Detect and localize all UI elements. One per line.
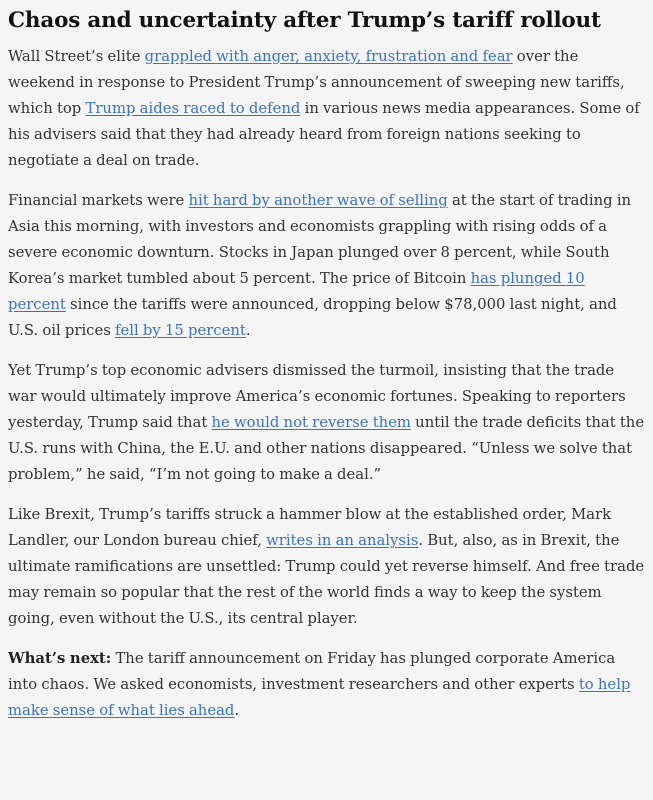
paragraph-2 <box>8 188 645 344</box>
paragraph-text: . <box>245 322 251 339</box>
paragraph-text: . <box>234 702 240 719</box>
inline-link[interactable]: writes in an analysis <box>266 532 419 549</box>
inline-link[interactable]: hit hard by another wave of selling <box>188 192 448 209</box>
section-lead-label: What’s next: <box>8 650 112 667</box>
inline-link[interactable]: Trump aides raced to defend <box>85 100 301 117</box>
paragraph-3 <box>8 358 645 488</box>
paragraph-text: The tariff announcement on Friday has plunged corporate America into chaos. We asked economists, investment researchers and other experts <box>8 650 616 693</box>
paragraph-4 <box>8 502 645 632</box>
paragraph-text: until the trade deficits that the U.S. runs with China, the E.U. and other nations disappeared. “Unless we solve that problem,” he said, “I’m not going to make a deal.” <box>8 414 645 483</box>
inline-link[interactable]: has plunged 10 percent <box>8 270 585 313</box>
paragraph-text: in various news media appearances. Some of his advisers said that they had already heard from foreign nations seeking to negotiate a deal on trade. <box>8 100 640 169</box>
headline: Chaos and uncertainty after Trump’s tariff rollout <box>8 8 601 33</box>
paragraph-text: since the tariffs were announced, dropping below $78,000 last night, and U.S. oil prices <box>8 296 617 339</box>
inline-link[interactable]: fell by 15 percent <box>115 322 246 339</box>
paragraph-1 <box>8 44 645 174</box>
paragraph-text: Wall Street’s elite <box>8 48 145 65</box>
inline-link[interactable]: he would not reverse them <box>211 414 411 431</box>
paragraph-5 <box>8 646 645 724</box>
paragraph-text: over the weekend in response to President Trump’s announcement of sweeping new tariffs, which top <box>8 48 625 117</box>
paragraph-text: Yet Trump’s top economic advisers dismissed the turmoil, insisting that the trade war would ultimately improve America’s economic fortunes. Speaking to reporters yesterday, Trump said that <box>8 362 626 431</box>
paragraph-text: Financial markets were <box>8 192 189 209</box>
article-body <box>8 44 645 724</box>
inline-link[interactable]: grappled with anger, anxiety, frustration and fear <box>144 48 513 65</box>
paragraph-text: . But, also, as in Brexit, the ultimate ramifications are unsettled: Trump could yet reverse himself. And free trade may remain so popular that the rest of the world finds a way to keep the system going, even without the U.S., its central player. <box>8 532 645 627</box>
inline-link[interactable]: to help make sense of what lies ahead <box>8 676 631 719</box>
paragraph-text: at the start of trading in Asia this morning, with investors and economists grappling with rising odds of a severe economic downturn. Stocks in Japan plunged over 8 percent, while South Korea’s market tumbled about 5 percent. The price of Bitcoin <box>8 192 632 287</box>
paragraph-text: Like Brexit, Trump’s tariffs struck a hammer blow at the established order, Mark Landler, our London bureau chief, <box>8 506 612 549</box>
